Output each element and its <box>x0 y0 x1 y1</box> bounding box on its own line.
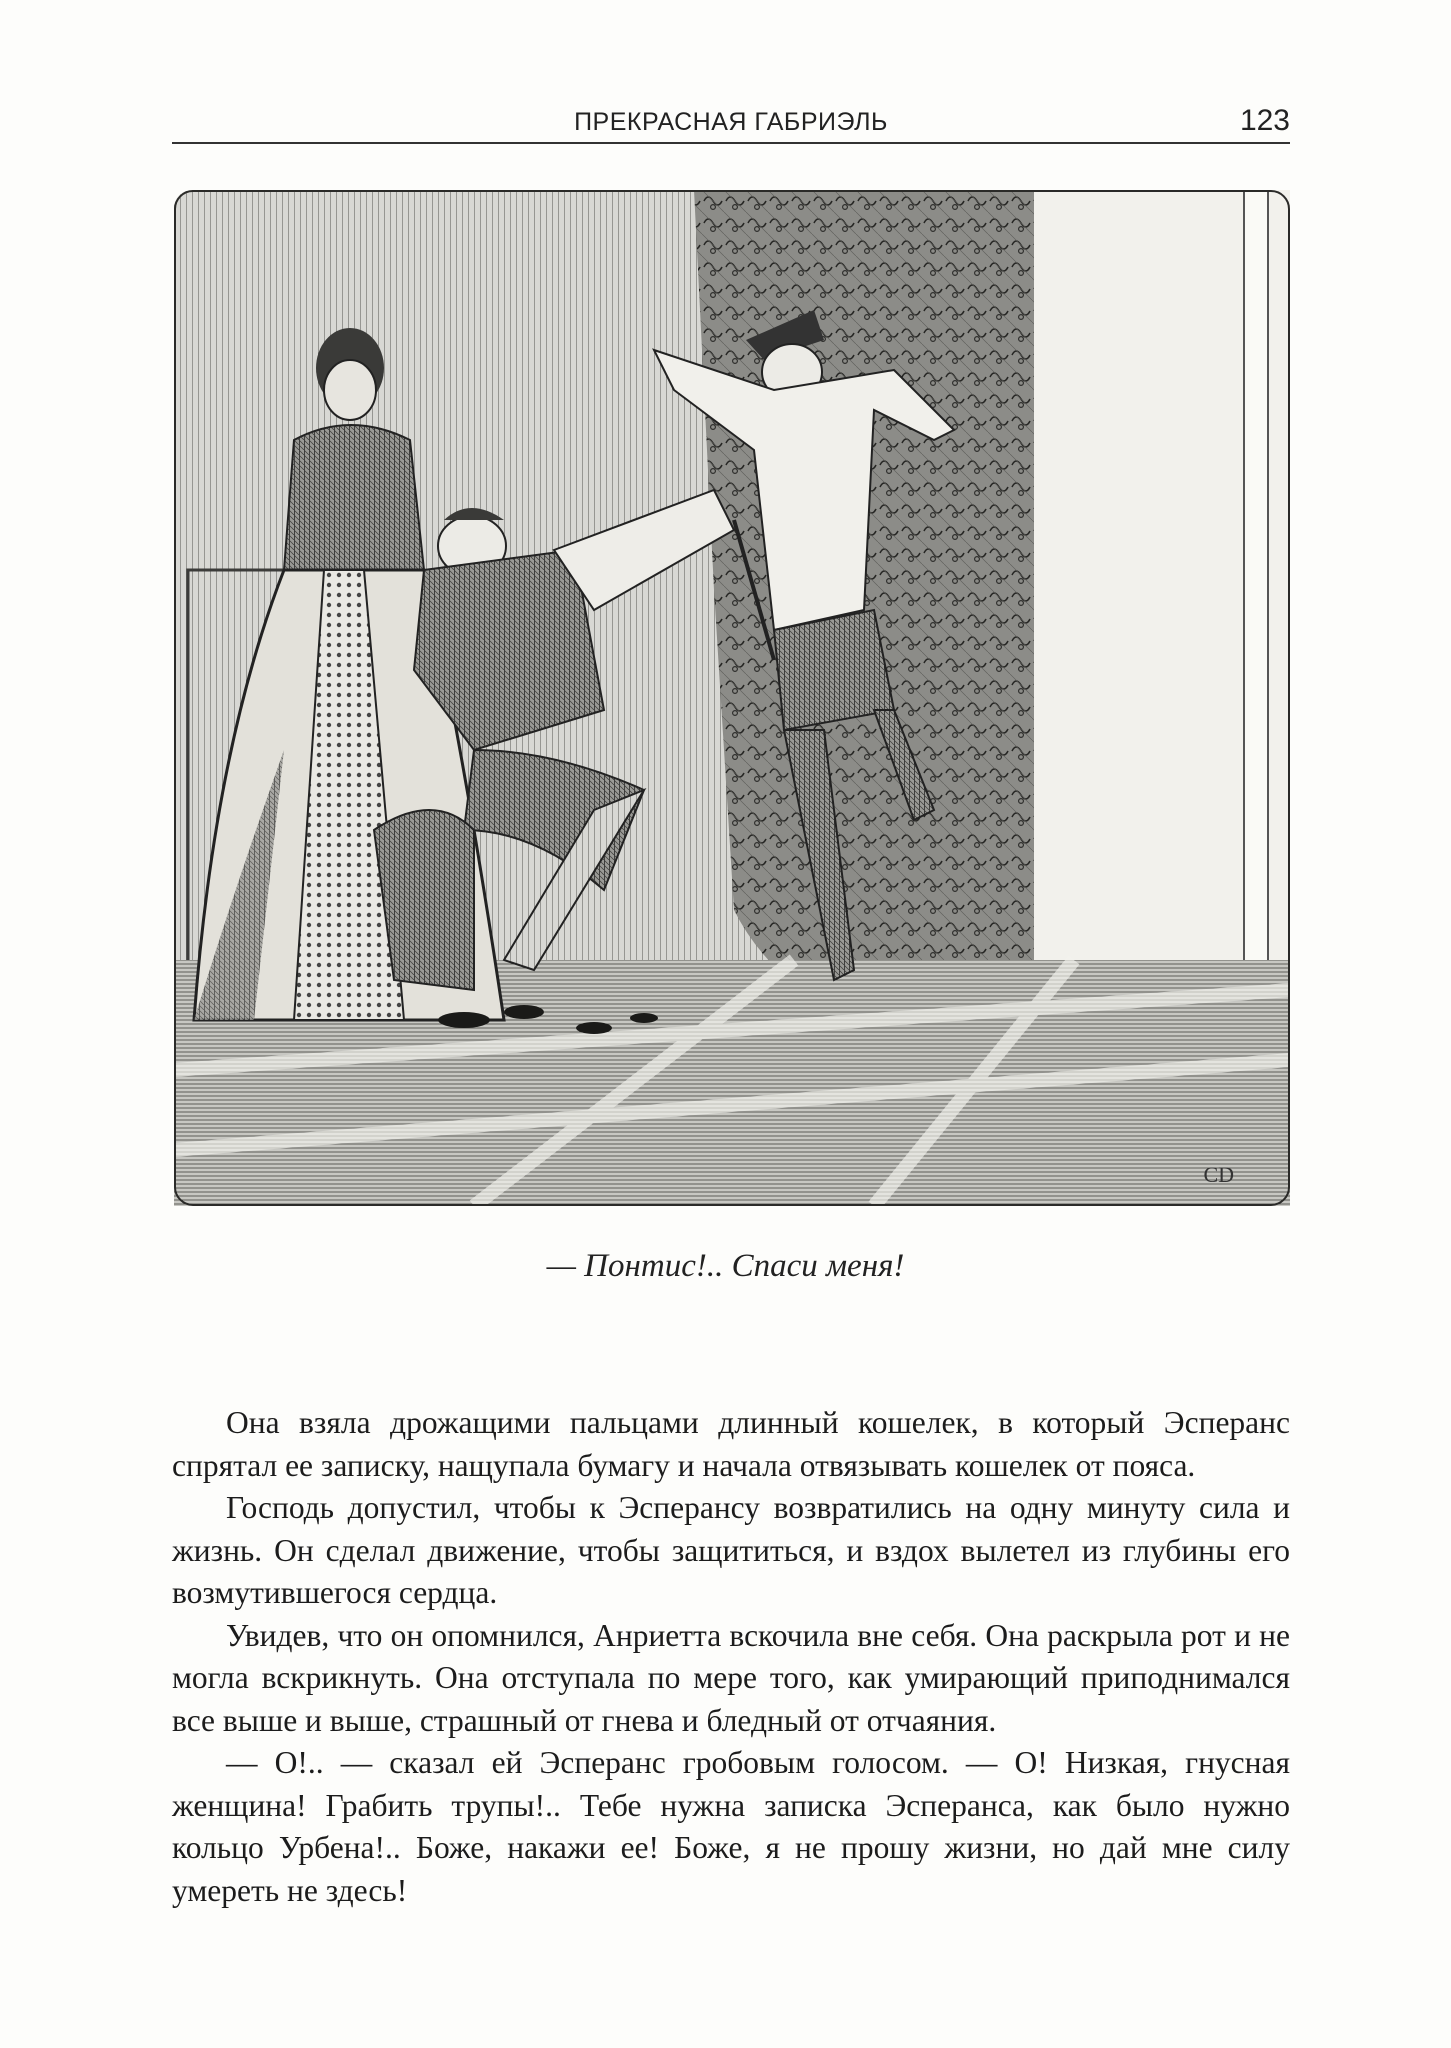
paragraph: — О!.. — сказал ей Эсперанс гробовым голосом. — О! Низкая, гнусная женщина! Грабить трупы!.. Тебе нужна записка Эсперанса, как было нужно кольцо Урбена!.. Боже, накажи ее! Боже, я не прошу жизни, но дай мне силу умереть не здесь! <box>172 1745 1290 1908</box>
running-title: ПРЕКРАСНАЯ ГАБРИЭЛЬ <box>574 108 888 136</box>
body-text <box>172 1402 1290 1912</box>
illustration-caption: — Понтис!.. Спаси меня! <box>546 1248 905 1284</box>
paragraph: Господь допустил, чтобы к Эсперансу возвратились на одну минуту сила и жизнь. Он сделал движение, чтобы защититься, и вздох вылетел из глубины его возмутившегося сердца. <box>172 1490 1290 1610</box>
running-header <box>172 104 1290 144</box>
header-rule <box>172 142 1290 144</box>
door-frame <box>1244 190 1268 1070</box>
paragraph: Увидев, что он опомнился, Анриетта вскочила вне себя. Она раскрыла рот и не могла вскрикнуть. Она отступала по мере того, как умирающий приподнимался все выше и выше, страшный от гнева и бледный от отчаяния. <box>172 1617 1290 1738</box>
page-number: 123 <box>1239 104 1290 137</box>
illustration-monogram: CD <box>1203 1162 1234 1187</box>
engraving-illustration <box>174 190 1290 1206</box>
paragraph: Она взяла дрожащими пальцами длинный кошелек, в который Эсперанс спрятал ее записку, нащупала бумагу и начала отвязывать кошелек от пояса. <box>172 1405 1290 1483</box>
